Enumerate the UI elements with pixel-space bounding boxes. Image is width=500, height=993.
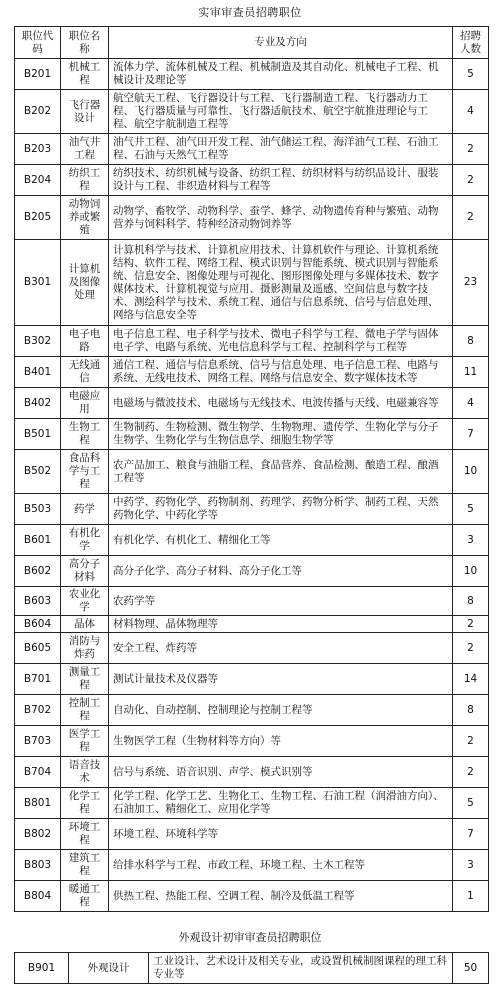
position-code: B501	[15, 419, 61, 450]
position-code: B603	[15, 587, 61, 616]
table-row	[15, 494, 489, 525]
position-direction: 安全工程、炸药等	[109, 633, 453, 664]
position-name: 暖通工程	[61, 881, 109, 912]
position-count: 7	[453, 819, 489, 850]
position-name: 电子电路	[61, 326, 109, 357]
position-code: B502	[15, 450, 61, 494]
position-count: 2	[453, 726, 489, 757]
position-name: 计算机及图像处理	[61, 240, 109, 326]
position-name: 动物饲养或繁殖	[61, 196, 109, 240]
header-direction: 专业及方向	[109, 27, 453, 59]
position-count: 2	[453, 165, 489, 196]
position-name: 药学	[61, 494, 109, 525]
position-direction: 材料物理、晶体物理等	[109, 616, 453, 633]
table-title: 实审审查员招聘职位	[198, 6, 302, 19]
position-code: B202	[15, 90, 61, 134]
position-direction: 自动化、自动控制、控制理论与控制工程等	[109, 695, 453, 726]
position-direction: 纺织技术、纺织机械与设备、纺织工程、纺织材料与纺织品设计、服装设计与工程、非织造材料与工程等	[109, 165, 453, 196]
position-direction: 电子信息工程、电子科学与技术、微电子科学与工程、微电子学与固体电子学、电路与系统、光电信息科学与工程、控制科学与工程等	[109, 326, 453, 357]
position-count: 1	[453, 881, 489, 912]
table-row	[15, 240, 489, 326]
position-name: 生物工程	[61, 419, 109, 450]
position-code: B901	[15, 953, 69, 984]
position-direction: 动物学、畜牧学、动物科学、蚕学、蜂学、动物遗传育种与繁殖、动物营养与饲料科学、特种经济动物饲养等	[109, 196, 453, 240]
position-direction: 计算机科学与技术、计算机应用技术、计算机软件与理论、计算机系统结构、软件工程、网络工程、模式识别与智能系统、模式识别与智能系统、信息安全、图像处理与可视化、图形图像处理与多媒体技术、数字媒体技术、计算机视觉与应用、摄影测量及遥感、空间信息与数字技术、测绘科学与技术、系统工程、通信与信息系统、信号与信息处理、网络与信息安全等	[109, 240, 453, 326]
position-code: B301	[15, 240, 61, 326]
position-count: 7	[453, 419, 489, 450]
position-direction: 化学工程、化学工艺、生物化工、生物工程、石油工程（润滑油方向）、石油加工、精细化工、应用化学等	[109, 788, 453, 819]
position-code: B702	[15, 695, 61, 726]
position-code: B302	[15, 326, 61, 357]
header-row	[15, 27, 489, 59]
position-code: B605	[15, 633, 61, 664]
table-row	[15, 134, 489, 165]
table-row	[15, 419, 489, 450]
table-row	[15, 388, 489, 419]
table-row	[15, 525, 489, 556]
position-count: 8	[453, 695, 489, 726]
position-name: 有机化学	[61, 525, 109, 556]
table-row	[15, 819, 489, 850]
table-row	[15, 616, 489, 633]
position-name: 飞行器设计	[61, 90, 109, 134]
position-count: 5	[453, 494, 489, 525]
position-code: B801	[15, 788, 61, 819]
position-name: 医学工程	[61, 726, 109, 757]
position-name: 无线通信	[61, 357, 109, 388]
position-name: 建筑工程	[61, 850, 109, 881]
position-name: 外观设计	[69, 953, 149, 984]
table-row	[15, 788, 489, 819]
position-direction: 农药学等	[109, 587, 453, 616]
position-direction: 农产品加工、粮食与油脂工程、食品营养、食品检测、酿造工程、酿酒工程等	[109, 450, 453, 494]
position-count: 8	[453, 326, 489, 357]
position-count: 2	[453, 757, 489, 788]
position-count: 5	[453, 59, 489, 90]
position-count: 5	[453, 788, 489, 819]
table-row	[15, 757, 489, 788]
position-code: B804	[15, 881, 61, 912]
position-name: 机械工程	[61, 59, 109, 90]
position-code: B704	[15, 757, 61, 788]
position-direction: 工业设计、艺术设计及相关专业，或设置机械制图课程的理工科专业等	[149, 953, 453, 984]
position-count: 11	[453, 357, 489, 388]
table-row	[15, 556, 489, 587]
position-name: 农业化学	[61, 587, 109, 616]
position-name: 测量工程	[61, 664, 109, 695]
position-direction: 通信工程、通信与信息系统、信号与信息处理、电子信息工程、电路与系统、无线电技术、网络工程、网络与信息安全、数字媒体技术等	[109, 357, 453, 388]
position-direction: 航空航天工程、飞行器设计与工程、飞行器制造工程、飞行器动力工程、飞行器质量与可靠性、飞行器适航技术、航空宇航推进理论与工程、航空宇航制造工程等	[109, 90, 453, 134]
design-positions-table	[14, 952, 489, 984]
position-count: 23	[453, 240, 489, 326]
position-code: B604	[15, 616, 61, 633]
position-direction: 油气井工程、油气田开发工程、油气储运工程、海洋油气工程、石油工程、石油与天然气工程等	[109, 134, 453, 165]
position-direction: 流体力学、流体机械及工程、机械制造及其自动化、机械电子工程、机械设计及理论等	[109, 59, 453, 90]
position-name: 食品科学与工程	[61, 450, 109, 494]
table-row	[15, 587, 489, 616]
table-row	[15, 953, 489, 984]
header-name: 职位名称	[61, 27, 109, 59]
table-row	[15, 196, 489, 240]
position-direction: 生物制药、生物检测、微生物学、生物物理、遗传学、生物化学与分子生物学、生物化学与生物信息学、细胞生物学等	[109, 419, 453, 450]
position-count: 2	[453, 196, 489, 240]
second-table-title: 外观设计初审审查员招聘职位	[178, 931, 322, 944]
position-code: B203	[15, 134, 61, 165]
position-direction: 生物医学工程（生物材料等方向）等	[109, 726, 453, 757]
position-code: B703	[15, 726, 61, 757]
second-table-body	[15, 953, 489, 984]
header-count: 招聘人数	[453, 27, 489, 59]
table-row	[15, 695, 489, 726]
position-name: 纺织工程	[61, 165, 109, 196]
position-count: 50	[453, 953, 489, 984]
table-row	[15, 357, 489, 388]
position-code: B204	[15, 165, 61, 196]
table-row	[15, 881, 489, 912]
position-name: 晶体	[61, 616, 109, 633]
position-name: 语音技术	[61, 757, 109, 788]
position-direction: 中药学、药物化学、药物制剂、药理学、药物分析学、制药工程、天然药物化学、中药化学等	[109, 494, 453, 525]
position-count: 10	[453, 556, 489, 587]
position-name: 高分子材料	[61, 556, 109, 587]
position-name: 油气井工程	[61, 134, 109, 165]
table-row	[15, 59, 489, 90]
table-row	[15, 633, 489, 664]
position-count: 4	[453, 90, 489, 134]
position-count: 3	[453, 525, 489, 556]
position-count: 10	[453, 450, 489, 494]
table-row	[15, 726, 489, 757]
position-direction: 高分子化学、高分子材料、高分子化工等	[109, 556, 453, 587]
position-direction: 有机化学、有机化工、精细化工等	[109, 525, 453, 556]
position-direction: 供热工程、热能工程、空调工程、制冷及低温工程等	[109, 881, 453, 912]
header-code: 职位代码	[15, 27, 61, 59]
position-count: 2	[453, 616, 489, 633]
position-direction: 信号与系统、语音识别、声学、模式识别等	[109, 757, 453, 788]
position-count: 8	[453, 587, 489, 616]
position-code: B601	[15, 525, 61, 556]
positions-table	[14, 26, 489, 912]
position-count: 3	[453, 850, 489, 881]
position-code: B402	[15, 388, 61, 419]
position-code: B503	[15, 494, 61, 525]
position-code: B802	[15, 819, 61, 850]
position-name: 电磁应用	[61, 388, 109, 419]
position-name: 控制工程	[61, 695, 109, 726]
position-code: B803	[15, 850, 61, 881]
table-row	[15, 165, 489, 196]
position-count: 14	[453, 664, 489, 695]
position-code: B201	[15, 59, 61, 90]
position-code: B701	[15, 664, 61, 695]
table-row	[15, 90, 489, 134]
position-direction: 给排水科学与工程、市政工程、环境工程、土木工程等	[109, 850, 453, 881]
position-code: B205	[15, 196, 61, 240]
position-direction: 测试计量技术及仪器等	[109, 664, 453, 695]
table-row	[15, 664, 489, 695]
position-name: 环境工程	[61, 819, 109, 850]
position-count: 2	[453, 633, 489, 664]
position-name: 消防与炸药	[61, 633, 109, 664]
position-code: B401	[15, 357, 61, 388]
table-row	[15, 450, 489, 494]
table-row	[15, 850, 489, 881]
position-count: 4	[453, 388, 489, 419]
table-body	[15, 59, 489, 912]
position-direction: 电磁场与微波技术、电磁场与无线技术、电波传播与天线、电磁兼容等	[109, 388, 453, 419]
position-count: 2	[453, 134, 489, 165]
position-direction: 环境工程、环境科学等	[109, 819, 453, 850]
position-name: 化学工程	[61, 788, 109, 819]
position-code: B602	[15, 556, 61, 587]
table-row	[15, 326, 489, 357]
